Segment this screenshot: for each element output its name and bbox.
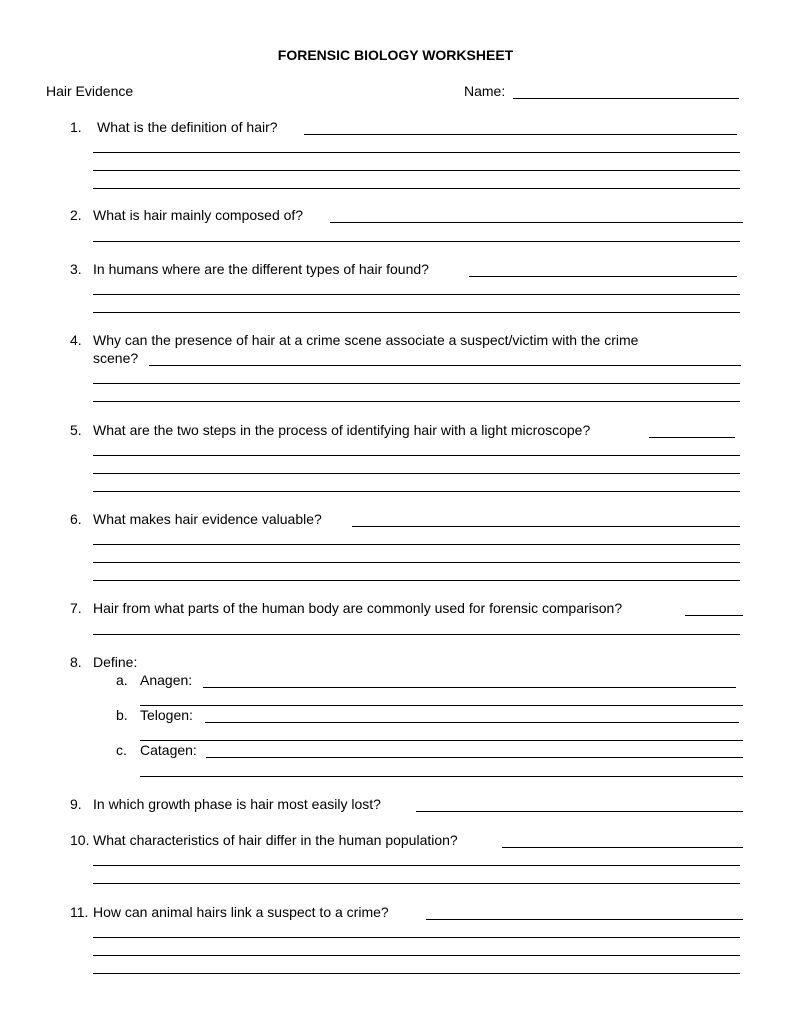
answer-line[interactable] <box>140 776 743 777</box>
question-text: What characteristics of hair differ in the human population? <box>93 832 458 848</box>
answer-line[interactable] <box>416 811 743 812</box>
answer-line[interactable] <box>93 883 740 884</box>
answer-line[interactable] <box>93 401 740 402</box>
answer-line[interactable] <box>93 188 740 189</box>
question-text-continued: scene? <box>93 350 139 366</box>
question-number: 11. <box>70 904 89 920</box>
page-title: FORENSIC BIOLOGY WORKSHEET <box>277 47 514 63</box>
answer-line[interactable] <box>93 955 740 956</box>
question-text: What are the two steps in the process of identifying hair with a light microscope? <box>93 422 591 438</box>
answer-line[interactable] <box>93 152 740 153</box>
question-text: How can animal hairs link a suspect to a crime? <box>93 904 389 920</box>
sub-item-letter: a. <box>116 672 128 688</box>
answer-line[interactable] <box>205 722 739 723</box>
answer-line[interactable] <box>93 937 740 938</box>
question-number: 6. <box>70 511 82 527</box>
question-text: What makes hair evidence valuable? <box>93 511 322 527</box>
answer-line[interactable] <box>93 294 740 295</box>
answer-line[interactable] <box>93 473 740 474</box>
answer-line[interactable] <box>93 491 740 492</box>
question-number: 8. <box>70 654 82 670</box>
name-field[interactable] <box>513 98 739 99</box>
question-number: 4. <box>70 332 82 348</box>
answer-line[interactable] <box>93 455 740 456</box>
answer-line[interactable] <box>93 562 740 563</box>
answer-line[interactable] <box>203 687 736 688</box>
question-text: In humans where are the different types of hair found? <box>93 261 429 277</box>
question-number: 3. <box>70 261 82 277</box>
answer-line[interactable] <box>330 222 743 223</box>
sub-item-letter: b. <box>116 707 128 723</box>
question-number: 1. <box>70 119 82 135</box>
sub-item-term: Anagen: <box>140 672 193 688</box>
answer-line[interactable] <box>93 634 740 635</box>
answer-line[interactable] <box>426 919 743 920</box>
answer-line[interactable] <box>140 740 743 741</box>
answer-line[interactable] <box>93 544 740 545</box>
answer-line[interactable] <box>304 134 737 135</box>
answer-line[interactable] <box>93 865 740 866</box>
question-text: Hair from what parts of the human body are commonly used for forensic comparison? <box>93 600 623 616</box>
sub-item-term: Telogen: <box>140 707 193 723</box>
answer-line[interactable] <box>93 580 740 581</box>
answer-line[interactable] <box>149 365 741 366</box>
question-number: 9. <box>70 796 82 812</box>
answer-line[interactable] <box>649 437 735 438</box>
question-number: 5. <box>70 422 82 438</box>
answer-line[interactable] <box>685 615 743 616</box>
answer-line[interactable] <box>206 757 743 758</box>
subject-label: Hair Evidence <box>46 83 134 99</box>
question-number: 7. <box>70 600 82 616</box>
answer-line[interactable] <box>352 526 740 527</box>
answer-line[interactable] <box>502 847 743 848</box>
question-number: 10. <box>70 832 90 848</box>
answer-line[interactable] <box>93 383 740 384</box>
question-text: What is the definition of hair? <box>97 119 278 135</box>
question-text: Why can the presence of hair at a crime scene associate a suspect/victim with the crime <box>93 332 639 348</box>
sub-item-term: Catagen: <box>140 742 197 758</box>
answer-line[interactable] <box>93 312 740 313</box>
answer-line[interactable] <box>93 973 740 974</box>
question-number: 2. <box>70 207 82 223</box>
question-text: Define: <box>93 654 138 670</box>
answer-line[interactable] <box>93 170 740 171</box>
question-text: What is hair mainly composed of? <box>93 207 304 223</box>
sub-item-letter: c. <box>116 742 127 758</box>
answer-line[interactable] <box>93 241 740 242</box>
question-text: In which growth phase is hair most easily lost? <box>93 796 381 812</box>
answer-line[interactable] <box>469 276 737 277</box>
answer-line[interactable] <box>140 705 743 706</box>
name-label: Name: <box>464 83 506 99</box>
